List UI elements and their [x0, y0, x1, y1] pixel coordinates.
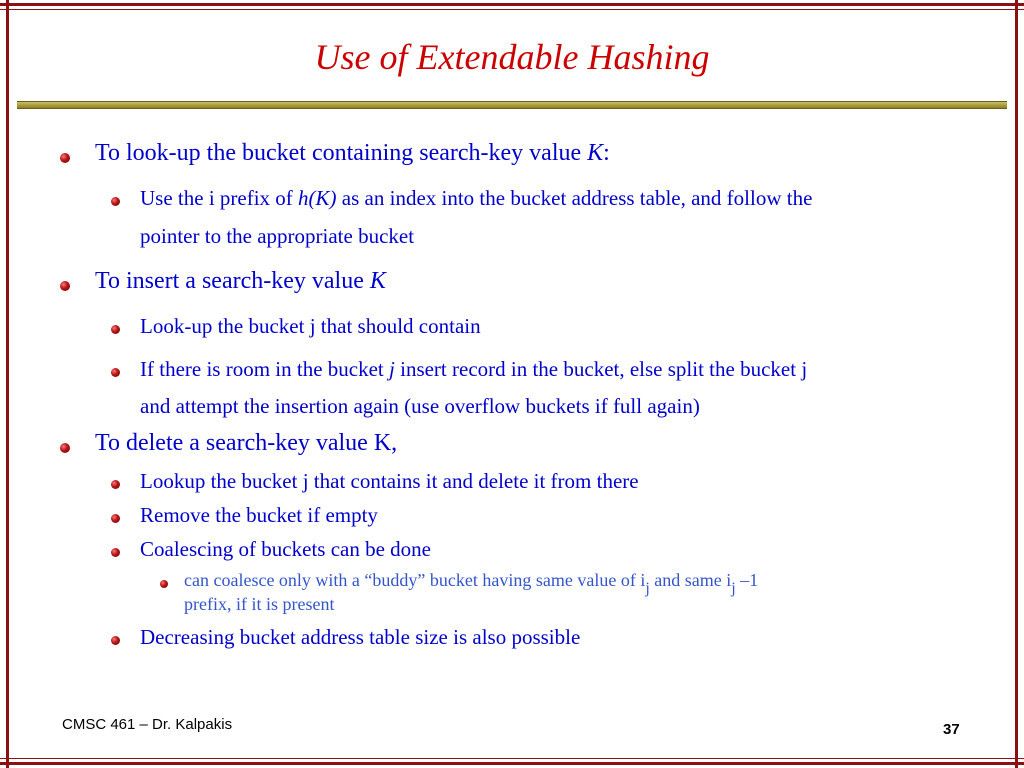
bullet-insert-lookup: Look-up the bucket j that should contain	[140, 314, 481, 338]
bullet-icon	[111, 636, 120, 645]
bullet-lookup	[95, 140, 610, 167]
bullet-coalesce-buddy	[184, 570, 759, 597]
bullet-insert-split-post: insert record in the bucket, else split the bucket j	[394, 357, 808, 381]
bottom-border-inner	[0, 758, 1024, 759]
bullet-icon	[160, 580, 168, 588]
bullet-insert-split-var: j	[389, 357, 395, 381]
bullet-coalesce-buddy-line2: prefix, if it is present	[184, 594, 335, 614]
page-number: 37	[943, 721, 960, 738]
bullet-lookup-var: K	[587, 140, 604, 166]
bullet-coalesce-buddy-mid: and same i	[649, 570, 732, 590]
bullet-icon	[111, 480, 120, 489]
bullet-icon	[60, 281, 70, 291]
bullet-insert-var: K	[369, 268, 386, 294]
bullet-icon	[60, 153, 70, 163]
left-border	[6, 0, 9, 768]
bullet-icon	[111, 514, 120, 523]
bullet-insert-split	[140, 357, 807, 382]
bullet-coalesce-buddy-sub2: j	[731, 580, 736, 597]
top-border-inner	[0, 9, 1024, 10]
bullet-lookup-detail-line2: pointer to the appropriate bucket	[140, 224, 415, 248]
bullet-delete-coalesce: Coalescing of buckets can be done	[140, 537, 431, 561]
title-rule	[17, 101, 1007, 109]
slide-title: Use of Extendable Hashing	[314, 37, 710, 77]
bullet-lookup-detail-pre: Use the i prefix of	[140, 186, 299, 210]
bullet-delete-remove: Remove the bucket if empty	[140, 503, 378, 527]
bullet-coalesce-buddy-sub1: j	[645, 580, 650, 597]
bullet-insert	[95, 268, 386, 295]
bullet-icon	[111, 548, 120, 557]
right-border	[1015, 0, 1018, 768]
bullet-icon	[111, 325, 120, 334]
bottom-border	[0, 762, 1024, 765]
bullet-icon	[111, 197, 120, 206]
bullet-insert-split-line2: and attempt the insertion again (use overflow buckets if full again)	[140, 394, 700, 418]
top-border	[0, 3, 1024, 6]
bullet-delete: To delete a search-key value K,	[95, 430, 398, 456]
bullet-insert-text: To insert a search-key value	[95, 268, 370, 294]
bullet-delete-lookup: Lookup the bucket j that contains it and delete it from there	[140, 469, 639, 493]
bullet-coalesce-buddy-post: –1	[735, 570, 759, 590]
bullet-coalesce-buddy-pre: can coalesce only with a “buddy” bucket having same value of i	[184, 570, 646, 590]
bullet-lookup-detail-post: as an index into the bucket address table, and follow the	[336, 186, 813, 210]
footer-course: CMSC 461 – Dr. Kalpakis	[62, 716, 233, 733]
bullet-icon	[111, 368, 120, 377]
bullet-lookup-detail-fn: h(K)	[298, 186, 337, 210]
bullet-insert-split-pre: If there is room in the bucket	[140, 357, 390, 381]
bullet-lookup-text: To look-up the bucket containing search-key value	[95, 140, 588, 166]
bullet-icon	[60, 443, 70, 453]
bullet-lookup-detail	[140, 186, 812, 211]
bullet-delete-shrink: Decreasing bucket address table size is also possible	[140, 625, 581, 649]
bullet-lookup-colon: :	[603, 140, 610, 166]
